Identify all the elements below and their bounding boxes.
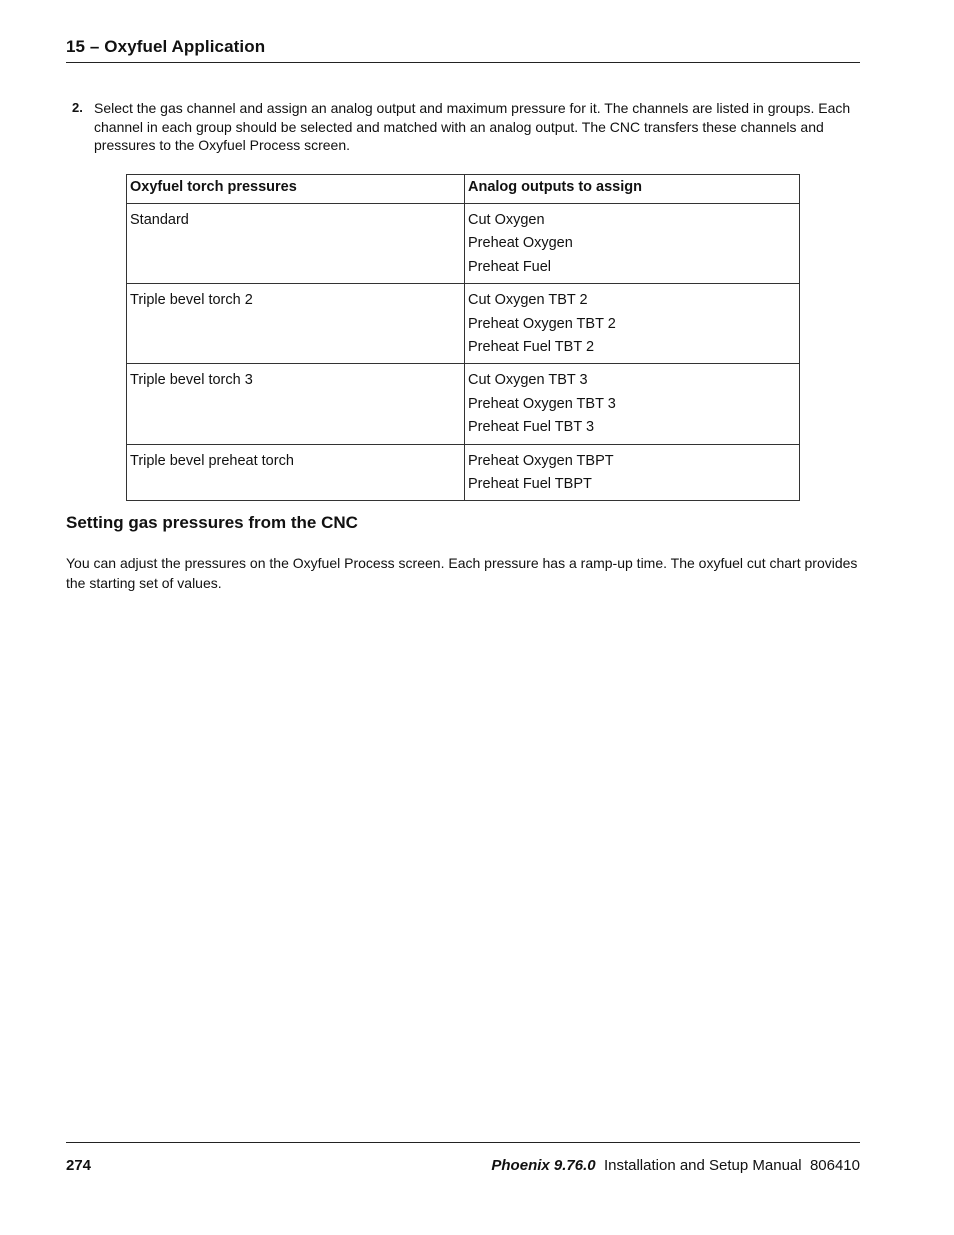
output-item: Preheat Oxygen [468,235,573,252]
column-header-torch-pressures: Oxyfuel torch pressures [127,175,465,204]
outputs-cell [465,204,800,284]
part-number: 806410 [809,1157,860,1174]
output-item: Preheat Fuel TBPT [468,476,592,493]
output-item: Cut Oxygen TBT 3 [468,372,588,389]
column-header-analog-outputs: Analog outputs to assign [465,175,800,204]
footer-divider [66,1142,860,1143]
output-item: Preheat Fuel TBT 2 [468,339,595,356]
step-text: Select the gas channel and assign an analog output and maximum pressure for it. The channels are listed in groups. Each channel in each group should be selected and matched with an analog output. The CNC transfers these channels and pressures to the Oxyfuel Process screen. [94,100,851,153]
outputs-cell [465,284,800,364]
page-header [66,37,860,57]
outputs-cell [465,444,800,501]
table-row [127,204,800,284]
page-number: 274 [66,1157,92,1174]
section-paragraph: You can adjust the pressures on the Oxyfuel Process screen. Each pressure has a ramp-up time. The oxyfuel cut chart provides the starting set of values. [66,555,858,591]
torch-cell: Triple bevel torch 2 [127,284,465,364]
torch-cell: Standard [127,204,465,284]
section-heading: Setting gas pressures from the CNC [66,513,358,532]
output-item: Preheat Oxygen TBT 2 [468,315,616,332]
footer-manual-info [491,1157,860,1174]
output-item: Preheat Fuel [468,258,552,275]
output-item: Preheat Oxygen TBT 3 [468,395,616,412]
chapter-title: 15 – Oxyfuel Application [66,37,266,56]
output-item: Preheat Oxygen TBPT [468,452,614,469]
outputs-cell [465,364,800,444]
step-2 [72,99,860,155]
manual-title: Installation and Setup Manual [603,1157,802,1174]
table-row [127,364,800,444]
torch-cell: Triple bevel torch 3 [127,364,465,444]
table-row [127,444,800,501]
output-item: Preheat Fuel TBT 3 [468,419,595,436]
header-divider [66,62,860,63]
torch-cell: Triple bevel preheat torch [127,444,465,501]
gas-channel-table [126,174,800,501]
step-number: 2. [72,100,83,115]
table-row [127,284,800,364]
output-item: Cut Oxygen TBT 2 [468,292,588,309]
output-item: Cut Oxygen [468,212,545,228]
table-header-row [127,175,800,204]
product-name: Phoenix 9.76.0 [491,1157,596,1174]
